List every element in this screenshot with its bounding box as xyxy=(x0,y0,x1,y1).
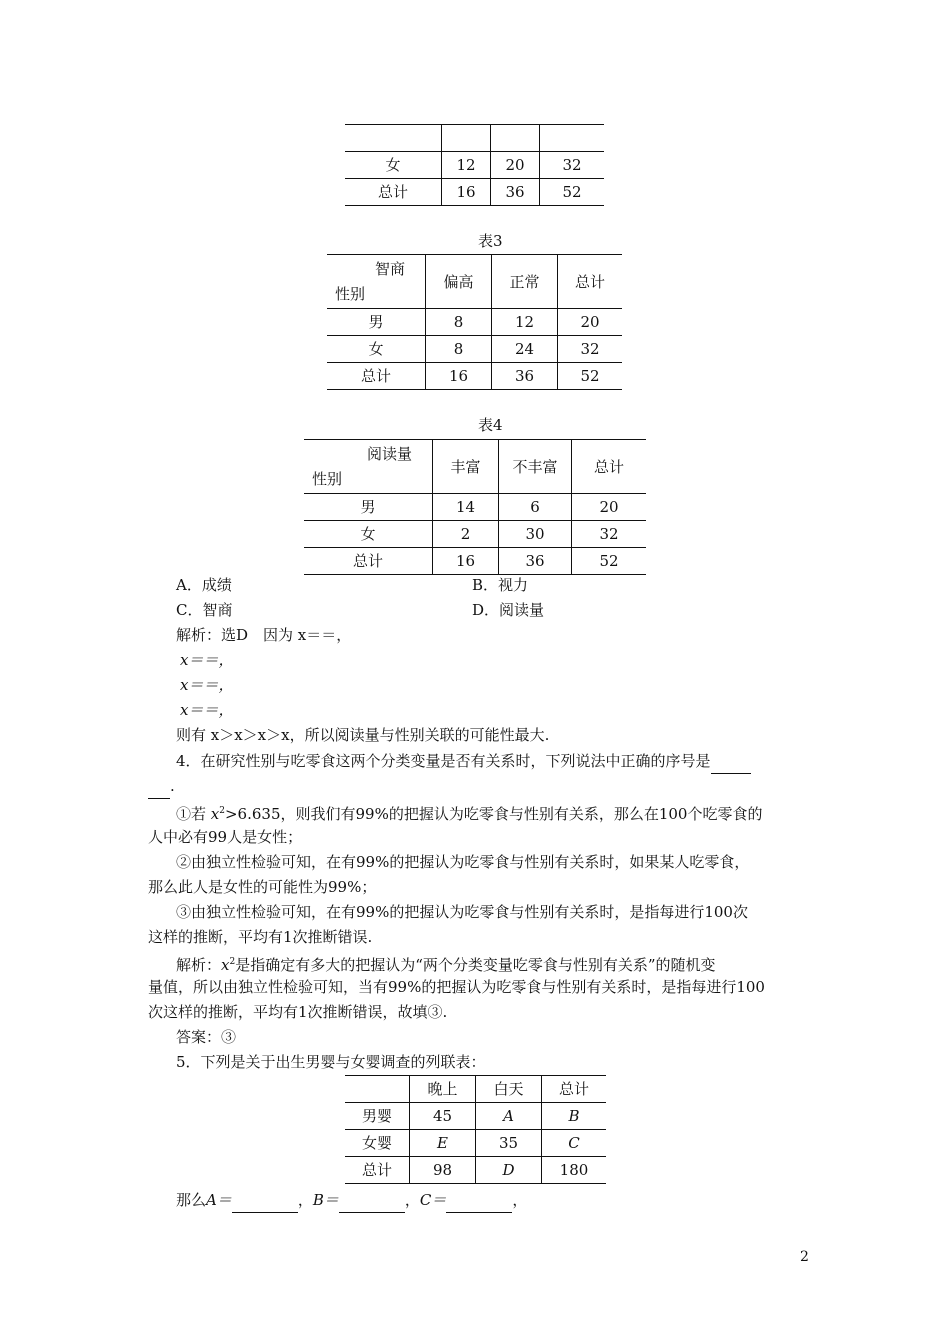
table-row: 总计 16 36 52 xyxy=(345,179,604,206)
table4-corner: 阅读量 性别 xyxy=(304,440,433,494)
answer4: 答案：③ xyxy=(176,1028,237,1046)
table-row: 男 14 6 20 xyxy=(304,494,646,521)
statement1-line2: 人中必有99人是女性； xyxy=(148,828,303,846)
table-row: 女 2 30 32 xyxy=(304,521,646,548)
option-a: A．成绩 xyxy=(176,576,232,594)
table-row: 智商 性别 偏高 正常 总计 xyxy=(327,255,622,309)
question4-line2: . xyxy=(148,774,175,799)
option-d: D．阅读量 xyxy=(472,601,545,619)
table-top xyxy=(345,124,604,206)
solution4-line2: 量值，所以由独立性检验可知，当有99%的把握认为吃零食与性别有关系时，是指每进行100 xyxy=(148,978,765,996)
table4 xyxy=(304,439,646,575)
solution3-line1: 解析：选D 因为 x＝＝， xyxy=(176,626,352,644)
question5-fill: 那么A＝ ，B＝ ，C＝ ， xyxy=(176,1188,527,1213)
page-number: 2 xyxy=(800,1249,809,1265)
answer-blank xyxy=(148,774,170,799)
solution4-line3: 次这样的推断，平均有1次推断错误，故填③. xyxy=(148,1003,448,1021)
table3-caption: 表3 xyxy=(478,232,503,250)
table-row: 总计 98 D 180 xyxy=(345,1157,606,1184)
answer-blank-a xyxy=(232,1188,298,1213)
table4-caption: 表4 xyxy=(478,416,503,434)
answer-blank-b xyxy=(339,1188,405,1213)
table-row: 总计 16 36 52 xyxy=(304,548,646,575)
table-row: 女婴 E 35 C xyxy=(345,1130,606,1157)
answer-blank-c xyxy=(446,1188,512,1213)
table-row: 男婴 45 A B xyxy=(345,1103,606,1130)
question5-text: 5．下列是关于出生男婴与女婴调查的列联表： xyxy=(176,1053,486,1071)
statement1-line1: ①若 $x^2>6.635$，则我们有99%的把握认为吃零食与性别有关系，那么在100个吃零食的 xyxy=(176,805,763,823)
table-row: 女 12 20 32 xyxy=(345,152,604,179)
option-c: C．智商 xyxy=(176,601,233,619)
solution3-line4: x＝＝， xyxy=(180,701,234,719)
statement3-line1: ③由独立性检验可知，在有99%的把握认为吃零食与性别有关系时，是指每进行100次 xyxy=(176,903,748,921)
table-row: 总计 16 36 52 xyxy=(327,363,622,390)
table-row: 阅读量 性别 丰富 不丰富 总计 xyxy=(304,440,646,494)
solution4-line1: 解析：$x^2$是指确定有多大的把握认为“两个分类变量吃零食与性别有关系”的随机变 xyxy=(176,956,716,974)
solution3-line5: 则有 x＞x＞x＞x，所以阅读量与性别关联的可能性最大. xyxy=(176,726,550,744)
table-row: 男 8 12 20 xyxy=(327,309,622,336)
statement2-line2: 那么此人是女性的可能性为99%； xyxy=(148,878,377,896)
table-row xyxy=(345,125,604,152)
option-b: B．视力 xyxy=(472,576,529,594)
table5 xyxy=(345,1075,606,1184)
statement2-line1: ②由独立性检验可知，在有99%的把握认为吃零食与性别有关系时，如果某人吃零食， xyxy=(176,853,750,871)
table3 xyxy=(327,254,622,390)
question4-line1: 4．在研究性别与吃零食这两个分类变量是否有关系时，下列说法中正确的序号是 xyxy=(176,749,751,774)
solution3-line2: x＝＝， xyxy=(180,651,234,669)
table-row: 女 8 24 32 xyxy=(327,336,622,363)
table3-corner: 智商 性别 xyxy=(327,255,426,309)
answer-blank xyxy=(711,749,751,774)
solution3-line3: x＝＝， xyxy=(180,676,234,694)
table-row: 晚上 白天 总计 xyxy=(345,1076,606,1103)
statement3-line2: 这样的推断，平均有1次推断错误. xyxy=(148,928,373,946)
